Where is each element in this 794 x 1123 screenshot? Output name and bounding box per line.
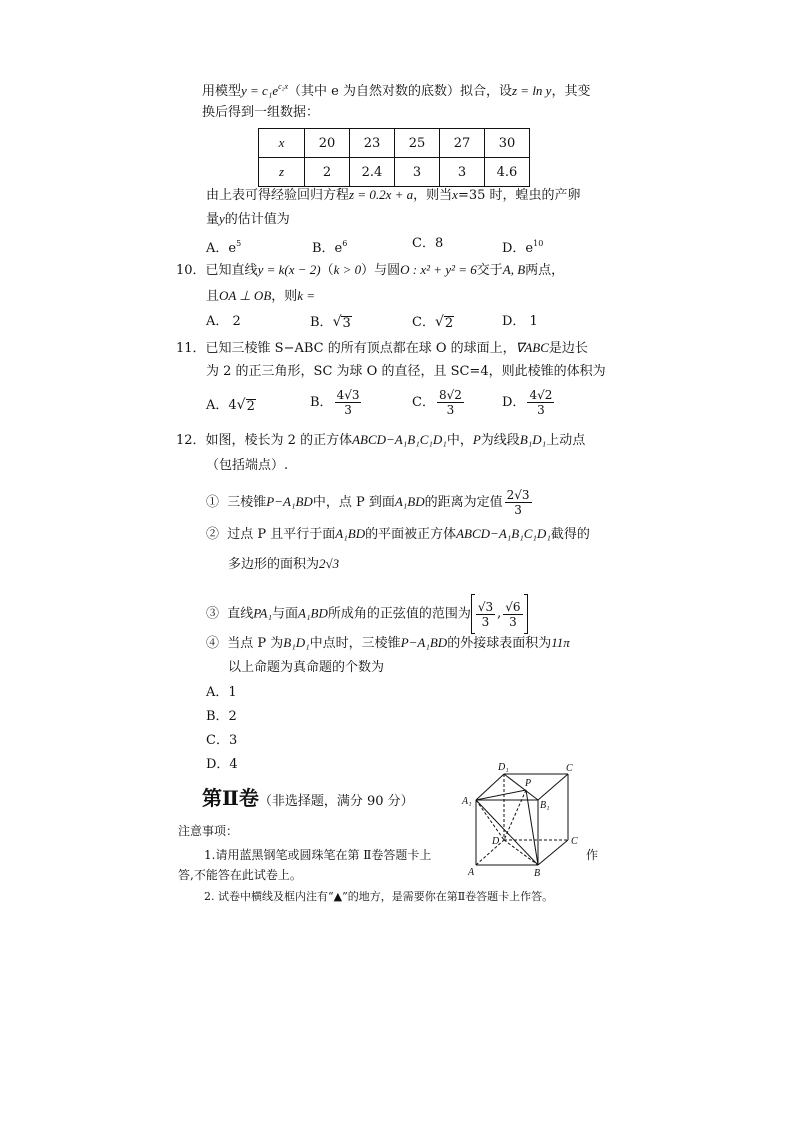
note-2: 2. 试卷中横线及框内注有“▲”的地方，是需要你在第Ⅱ卷答题卡上作答。 <box>204 890 554 903</box>
range-bracket: $\frac{√3}{3}$ , $\frac{√6}{3}$ <box>471 594 528 634</box>
statement-3: ③ 直线PA₁与面A₁BD所成角的正弦值的范围为 $\frac{√3}{3}$ , $\frac{√6}{3}$ <box>206 594 528 634</box>
intro-text: 用模型 <box>202 84 242 99</box>
model-formula: $y = c_1e^{c_2x}$ <box>241 82 289 98</box>
option-b: B． $\frac{4√3}{3}$ <box>310 388 360 417</box>
option-d: D．$e^{10}$ <box>502 239 544 256</box>
option-a: A．$e^5$ <box>206 239 242 256</box>
table-cell: 3 <box>440 158 485 187</box>
section-heading: 第Ⅱ卷 <box>202 786 259 810</box>
table-cell: 27 <box>440 129 485 158</box>
label-c: C <box>571 836 578 847</box>
q10-line-1: 10．已知直线y = k(x − 2)（k > 0）与圆O : x² + y² = 6交于A, B两点， <box>176 262 565 278</box>
intro-line-2: 换后得到一组数据： <box>202 105 320 120</box>
intro-text: （其中 e 为自然对数的底数）拟合，设 <box>288 84 512 99</box>
question-number: 12． <box>176 433 206 448</box>
option-c: C．8 <box>412 236 444 251</box>
cube-figure <box>458 760 588 880</box>
table-cell: 3 <box>395 158 440 187</box>
table-cell: 4.6 <box>485 158 530 187</box>
note-1-tail: 作 <box>586 848 599 862</box>
label-p: P <box>525 778 532 789</box>
regression-equation: z = 0.2x + a <box>349 187 414 202</box>
q10-line-2: 且OA ⊥ OB，则k = <box>206 288 316 304</box>
option-a: A．4 √ 2 <box>206 397 255 414</box>
q11-line-1: 11．已知三棱锥 S−ABC 的所有顶点都在球 O 的球面上，∇ABC是边长 <box>176 340 588 356</box>
option-d: D． 1 <box>502 314 538 329</box>
q12-option-b: B．2 <box>206 709 237 724</box>
table-cell: 30 <box>485 129 530 158</box>
option-b: B． √ 3 <box>310 314 351 331</box>
substitution: z = ln y <box>511 83 552 98</box>
section-title <box>202 782 414 811</box>
option-b: B．$e^6$ <box>312 239 348 256</box>
after-table-line-1: 由上表可得经验回归方程z = 0.2x + a，则当x=35 时，蝗虫的产卵 <box>206 187 581 203</box>
q11-line-2: 为 2 的正三角形，SC 为球 O 的直径，且 SC=4，则此棱锥的体积为 <box>206 364 606 379</box>
label-c1: C <box>566 763 573 774</box>
q11-options <box>206 388 586 424</box>
question-number: 10． <box>176 263 206 278</box>
q12-line-2: （包括端点）. <box>206 458 289 473</box>
statement-2: ② 过点 P 且平行于面A₁BD的平面被正方体ABCD−A₁B₁C₁D₁截得的 <box>206 526 590 542</box>
table-cell: 2.4 <box>350 158 395 187</box>
label-d1: D₁ <box>498 762 509 773</box>
label-a: A <box>468 867 475 878</box>
notes-heading: 注意事项： <box>178 824 239 838</box>
table-cell: 25 <box>395 129 440 158</box>
table-cell: x <box>259 129 305 158</box>
label-a1: A₁ <box>462 796 472 807</box>
intro-line-1 <box>202 78 590 101</box>
label-b: B <box>534 868 541 879</box>
table-row <box>259 129 530 158</box>
statement-2-line-2: 多边形的面积为2√3 <box>228 556 340 572</box>
data-table <box>258 128 530 187</box>
intro-text: ，其变 <box>551 84 591 99</box>
q12-option-a: A．1 <box>206 685 237 700</box>
statement-1: ① 三棱锥P−A₁BD中，点 P 到面A₁BD的距离为定值 $\frac{2√3}{3}$ <box>206 488 530 517</box>
option-c: C． $\frac{8√2}{3}$ <box>412 388 462 417</box>
option-a: A． 2 <box>206 314 241 329</box>
option-c: C． √ 2 <box>412 314 454 331</box>
table-cell: z <box>259 158 305 187</box>
table-cell: 20 <box>305 129 350 158</box>
label-b1: B₁ <box>540 800 550 811</box>
note-1-line-2: 答,不能答在此试卷上。 <box>178 868 302 882</box>
table-row <box>259 158 530 187</box>
statement-4-line-2: 以上命题为真命题的个数为 <box>228 660 385 675</box>
q12-line-1: 12．如图，棱长为 2 的正方体ABCD−A₁B₁C₁D₁中，P为线段B₁D₁上动点 <box>176 432 586 448</box>
question-number: 11． <box>176 341 206 356</box>
statement-4: ④ 当点 P 为B₁D₁中点时，三棱锥P−A₁BD的外接球表面积为11π <box>206 635 570 651</box>
after-table-line-2: 量y的估计值为 <box>206 211 290 227</box>
note-1: 1.请用蓝黑钢笔或圆珠笔在第 Ⅱ卷答题卡上 <box>204 848 432 862</box>
q12-option-c: C．3 <box>206 733 238 748</box>
q12-option-d: D．4 <box>206 757 238 772</box>
section-note: （非选择题，满分 90 分） <box>258 794 414 809</box>
table-cell: 23 <box>350 129 395 158</box>
label-d: D <box>492 836 500 847</box>
table-cell: 2 <box>305 158 350 187</box>
option-d: D． $\frac{4√2}{3}$ <box>502 388 553 417</box>
